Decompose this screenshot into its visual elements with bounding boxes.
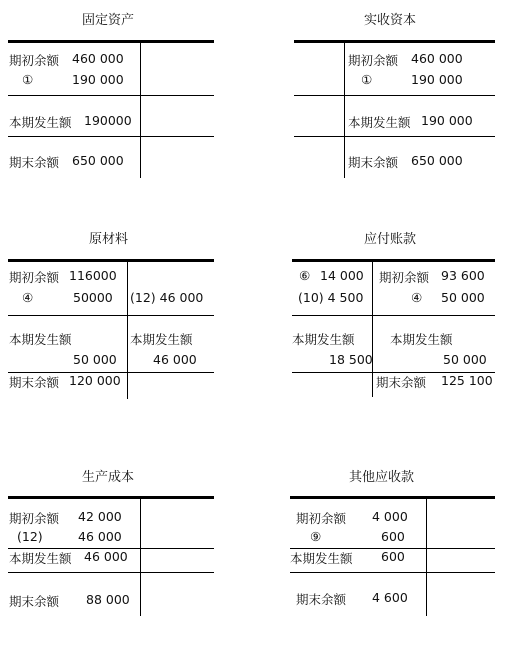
period-divider-line	[294, 95, 495, 96]
closing-balance-value: 4 600	[372, 590, 408, 605]
period-amount-value: 190 000	[421, 113, 473, 128]
closing-balance-value: 88 000	[86, 592, 130, 607]
closing-divider-line	[294, 136, 495, 137]
period-amount-value: 190000	[84, 113, 132, 128]
period-amount-value: 600	[381, 549, 405, 564]
closing-balance-label: 期末余额	[296, 592, 347, 607]
t-account-divider	[372, 262, 373, 397]
period-amount-label: 本期发生额	[290, 551, 353, 566]
account-title: 固定资产	[82, 13, 135, 28]
t-account-top-line	[294, 40, 495, 43]
entry-value: 600	[381, 529, 405, 544]
closing-balance-label: 期末余额	[9, 375, 60, 390]
closing-balance-label: 期末余额	[376, 375, 427, 390]
closing-balance-value: 125 100	[441, 373, 493, 388]
t-account-top-line	[290, 496, 495, 499]
t-account-top-line	[8, 496, 214, 499]
opening-balance-value: 460 000	[411, 51, 463, 66]
opening-balance-value: 460 000	[72, 51, 124, 66]
t-account-top-line	[292, 259, 495, 262]
entry-ref: ①	[22, 72, 34, 87]
credit-entry: (12) 46 000	[130, 290, 204, 305]
credit-period-label: 本期发生额	[130, 332, 193, 347]
debit-period-label: 本期发生额	[292, 332, 355, 347]
period-divider-line	[8, 315, 214, 316]
t-account-top-line	[8, 259, 214, 262]
opening-balance-label: 期初余额	[296, 511, 347, 526]
debit-entry-1-value: 14 000	[320, 268, 364, 283]
period-amount-label: 本期发生额	[9, 115, 72, 130]
t-account-divider	[127, 262, 128, 399]
opening-balance-value: 116000	[69, 268, 117, 283]
entry-value: 190 000	[411, 72, 463, 87]
t-account-divider	[426, 499, 427, 616]
entry-value: 190 000	[72, 72, 124, 87]
closing-balance-value: 650 000	[72, 153, 124, 168]
opening-balance-label: 期初余额	[379, 270, 430, 285]
entry-ref: ①	[361, 72, 373, 87]
period-amount-value: 46 000	[84, 549, 128, 564]
closing-balance-label: 期末余额	[348, 155, 399, 170]
closing-balance-value: 650 000	[411, 153, 463, 168]
opening-balance-value: 4 000	[372, 509, 408, 524]
entry-value: 46 000	[78, 529, 122, 544]
closing-divider-line	[290, 572, 495, 573]
opening-balance-value: 42 000	[78, 509, 122, 524]
opening-balance-label: 期初余额	[9, 53, 60, 68]
account-title: 应付账款	[364, 232, 417, 247]
period-amount-label: 本期发生额	[9, 551, 72, 566]
debit-entry-1-ref: ⑥	[299, 268, 311, 283]
entry-ref: ⑨	[310, 529, 322, 544]
credit-entry-value: 50 000	[441, 290, 485, 305]
debit-entry-2: (10) 4 500	[298, 290, 364, 305]
opening-balance-value: 93 600	[441, 268, 485, 283]
credit-period-label: 本期发生额	[390, 332, 453, 347]
opening-balance-label: 期初余额	[9, 270, 60, 285]
debit-period-value: 18 500	[329, 352, 373, 367]
t-account-divider	[140, 499, 141, 616]
t-account-divider	[344, 43, 345, 178]
debit-period-label: 本期发生额	[9, 332, 72, 347]
opening-balance-label: 期初余额	[9, 511, 60, 526]
account-title: 原材料	[89, 232, 129, 247]
closing-balance-label: 期末余额	[9, 594, 60, 609]
t-account-top-line	[8, 40, 214, 43]
debit-period-value: 50 000	[73, 352, 117, 367]
t-account-divider	[140, 43, 141, 178]
account-title: 其他应收款	[349, 470, 415, 485]
debit-entry-ref: ④	[22, 290, 34, 305]
period-amount-label: 本期发生额	[348, 115, 411, 130]
period-divider-line	[8, 95, 214, 96]
credit-entry-ref: ④	[411, 290, 423, 305]
credit-period-value: 50 000	[443, 352, 487, 367]
closing-divider-line	[8, 572, 214, 573]
debit-entry-value: 50000	[73, 290, 113, 305]
closing-balance-value: 120 000	[69, 373, 121, 388]
credit-period-value: 46 000	[153, 352, 197, 367]
account-title: 生产成本	[82, 470, 135, 485]
period-divider-line	[292, 315, 495, 316]
account-title: 实收资本	[364, 13, 417, 28]
closing-balance-label: 期末余额	[9, 155, 60, 170]
entry-ref: (12)	[17, 529, 43, 544]
closing-divider-line	[8, 136, 214, 137]
opening-balance-label: 期初余额	[348, 53, 399, 68]
